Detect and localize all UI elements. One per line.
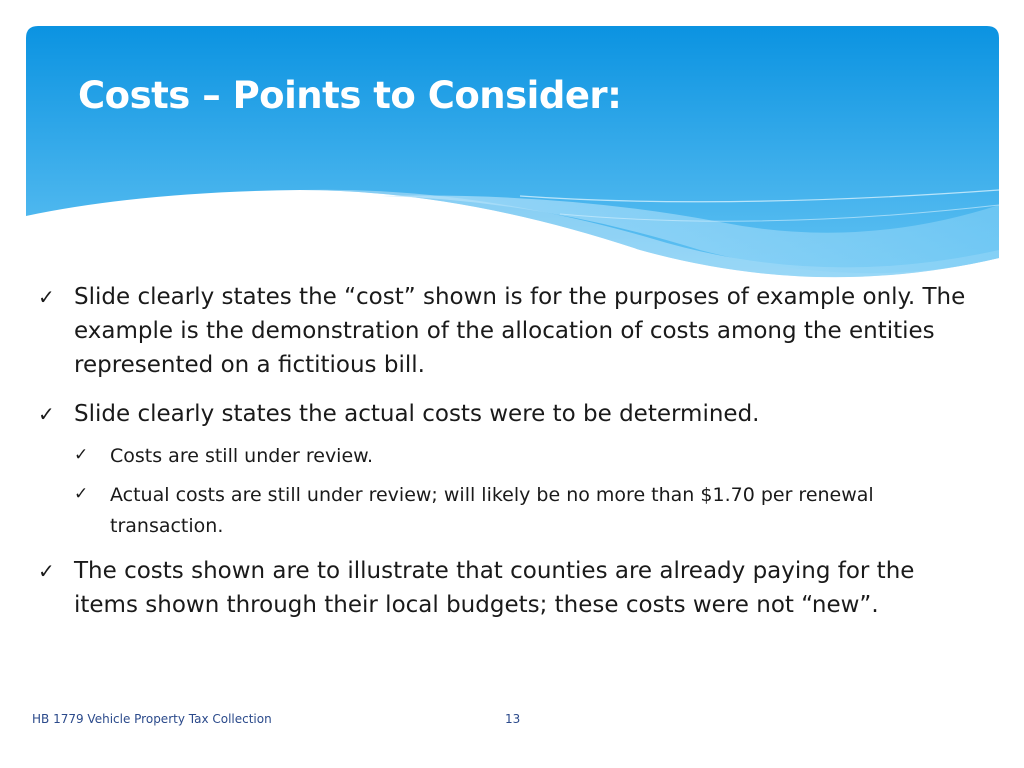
bullet-text: Slide clearly states the “cost” shown is for the purposes of example only. The example is the demonstration of the allocation of costs among the entities represented on a fictitious bill.: [74, 284, 966, 378]
bullet-item: [38, 554, 978, 622]
page-number: 13: [505, 712, 521, 726]
checkmark-icon: ✓: [74, 445, 89, 465]
footer-text: HB 1779 Vehicle Property Tax Collection: [32, 712, 272, 726]
bullet-text: The costs shown are to illustrate that counties are already paying for the items shown through their local budgets; these costs were not “new”.: [74, 558, 915, 618]
header-band: [0, 0, 1024, 300]
sub-bullet-item: [74, 441, 978, 472]
slide-title: Costs – Points to Consider:: [78, 74, 622, 117]
bullet-list: [38, 280, 978, 622]
bullet-text: Slide clearly states the actual costs were to be determined.: [74, 401, 760, 427]
sub-bullet-item: [74, 480, 978, 542]
sub-bullet-list: [74, 441, 978, 542]
checkmark-icon: ✓: [38, 559, 55, 583]
checkmark-icon: ✓: [74, 484, 89, 504]
bullet-item: [38, 280, 978, 382]
sub-bullet-text: Costs are still under review.: [110, 445, 373, 467]
sub-bullet-text: Actual costs are still under review; will likely be no more than $1.70 per renewal transaction.: [110, 484, 874, 537]
checkmark-icon: ✓: [38, 285, 55, 309]
bullet-list-container: [38, 280, 978, 637]
bullet-item: [38, 397, 978, 542]
checkmark-icon: ✓: [38, 402, 55, 426]
